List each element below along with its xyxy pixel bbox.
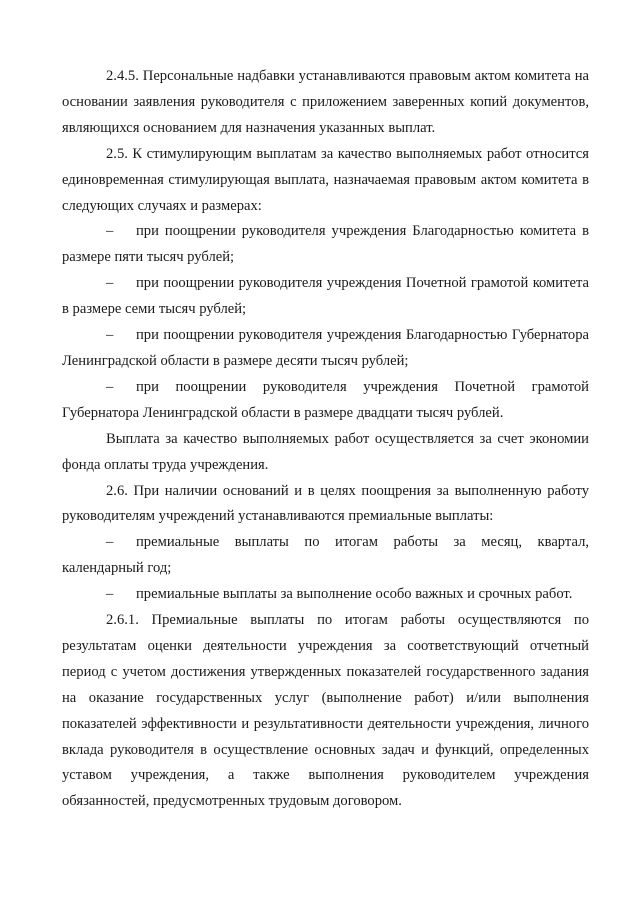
list-item xyxy=(62,375,589,427)
paragraph-2-6-1: 2.6.1. Премиальные выплаты по итогам работы осуществляются по результатам оценки деятельности учреждения за соответствующий отчетный период с учетом достижения утвержденных показателей государственного задания на оказание государственных услуг (выполнение работ) и/или выполнения показателей эффективности и результативности деятельности учреждения, личного вклада руководителя в осуществление основных задач и функций, определенных уставом учреждения, а также выполнения руководителем учреждения обязанностей, предусмотренных трудовым договором. xyxy=(62,612,589,810)
list-item-text: при поощрении руководителя учреждения Благодарностью комитета в размере пяти тысяч рублей; xyxy=(62,223,589,266)
paragraph-2-5: 2.5. К стимулирующим выплатам за качество выполняемых работ относится единовременная стимулирующая выплата, назначаемая правовым актом комитета в следующих случаях и размерах: xyxy=(62,145,589,214)
list-item xyxy=(62,530,589,582)
list-item-text: премиальные выплаты за выполнение особо важных и срочных работ. xyxy=(136,586,573,603)
paragraph-2-4-5: 2.4.5. Персональные надбавки устанавливаются правовым актом комитета на основании заявления руководителя с приложением заверенных копий документов, являющихся основанием для назначения указанных выплат. xyxy=(62,68,589,136)
dash-marker: – xyxy=(106,275,114,292)
paragraph-payment-note: Выплата за качество выполняемых работ осуществляется за счет экономии фонда оплаты труда учреждения. xyxy=(62,430,589,473)
paragraph-2-6: 2.6. При наличии оснований и в целях поощрения за выполненную работу руководителям учреждений устанавливаются премиальные выплаты: xyxy=(62,482,589,525)
list-item xyxy=(62,582,589,608)
dash-marker: – xyxy=(106,223,114,240)
list-item-text: при поощрении руководителя учреждения Почетной грамотой Губернатора Ленинградской области в размере двадцати тысяч рублей. xyxy=(62,378,589,421)
list-item-text: премиальные выплаты по итогам работы за месяц, квартал, календарный год; xyxy=(62,534,589,577)
dash-marker: – xyxy=(106,378,114,395)
dash-marker: – xyxy=(106,534,114,551)
dash-marker: – xyxy=(106,327,114,344)
list-item-text: при поощрении руководителя учреждения Благодарностью Губернатора Ленинградской области в размере десяти тысяч рублей; xyxy=(62,327,589,369)
list-item xyxy=(62,219,589,271)
document-body xyxy=(62,64,589,815)
list-item xyxy=(62,323,589,375)
list-item xyxy=(62,271,589,323)
list-item-text: при поощрении руководителя учреждения Почетной грамотой комитета в размере семи тысяч рублей; xyxy=(62,275,589,318)
dash-marker: – xyxy=(106,586,114,603)
